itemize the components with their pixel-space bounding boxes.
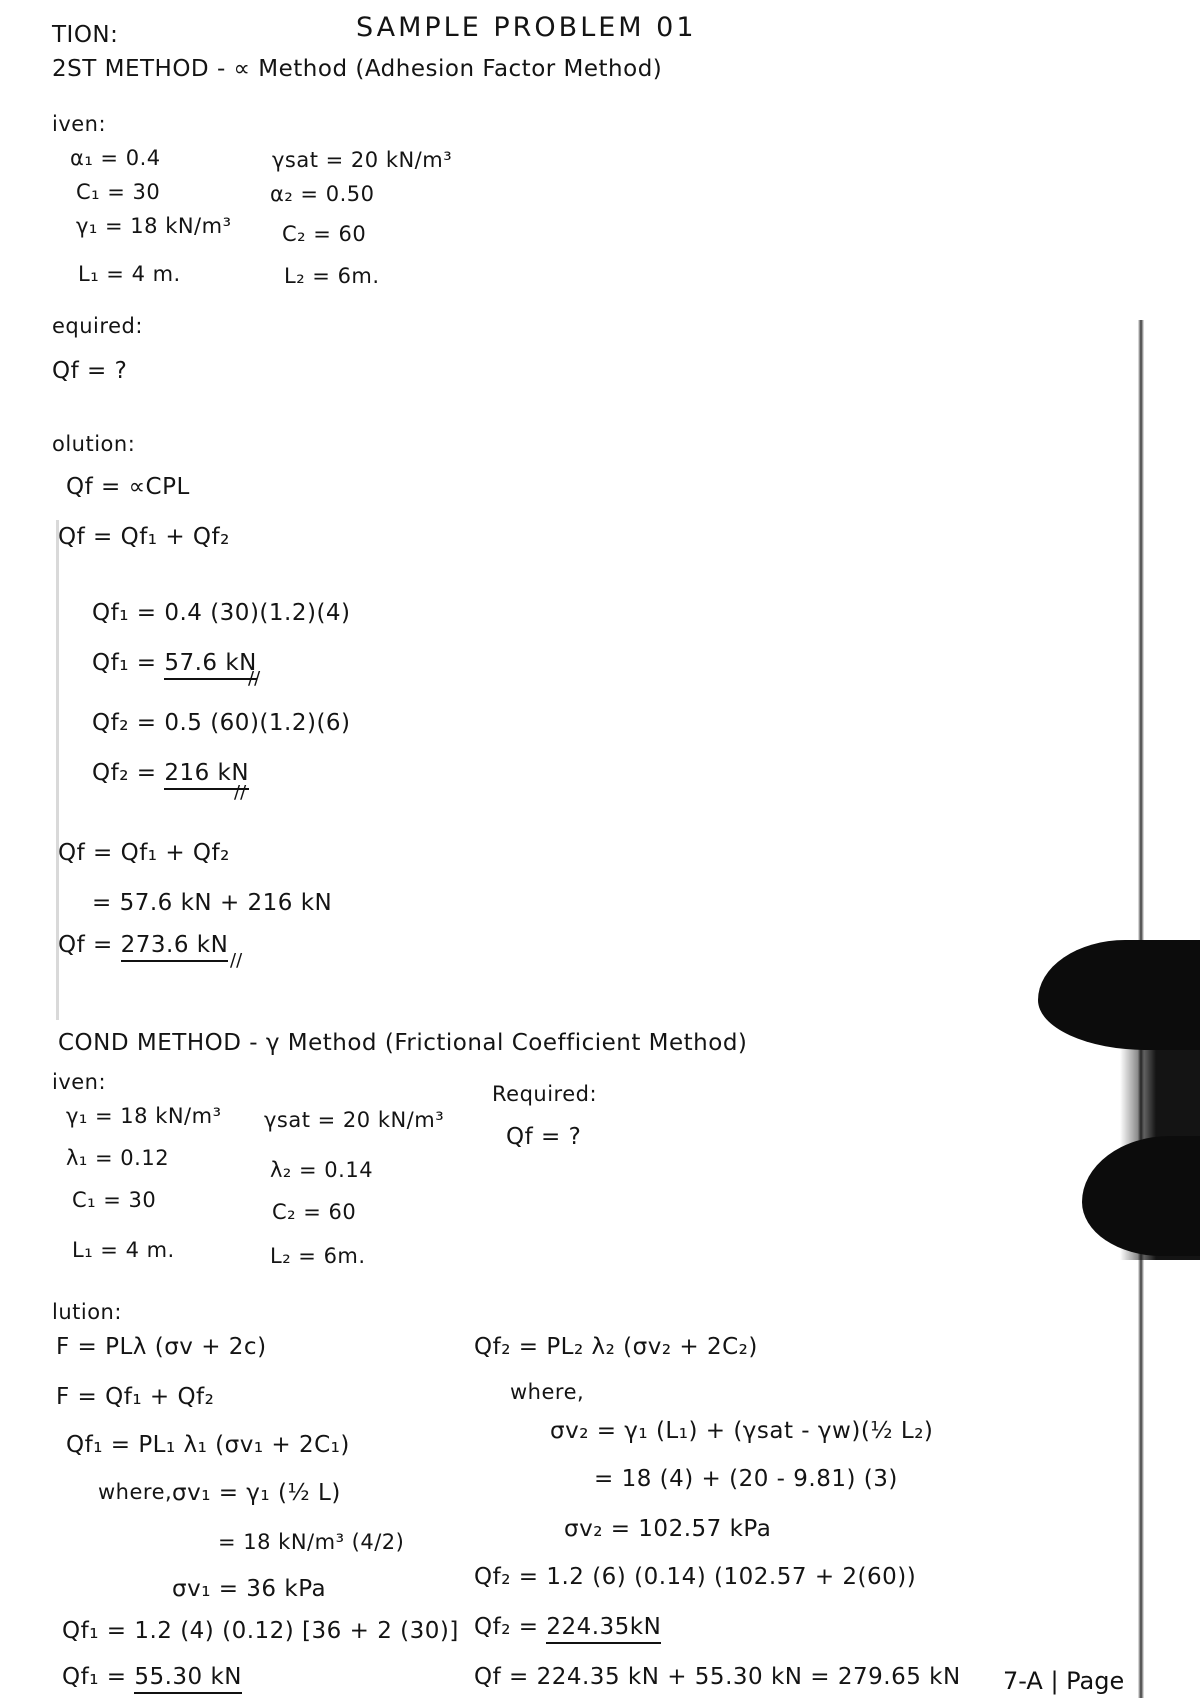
second-qf1-result-row xyxy=(62,1664,242,1690)
second-formula-1: F = PLλ (σv + 2c) xyxy=(56,1334,267,1360)
second-method-heading: COND METHOD - γ Method (Frictional Coefficient Method) xyxy=(58,1030,748,1056)
second-qf2-result-label: Qf₂ = xyxy=(474,1614,547,1640)
first-formula-2: Qf = Qf₁ + Qf₂ xyxy=(58,524,230,550)
first-qf2-result-row xyxy=(92,760,249,786)
first-qf1-result-label: Qf₁ = xyxy=(92,650,165,676)
first-qf1-check-mark: // xyxy=(248,668,261,689)
second-total: Qf = 224.35 kN + 55.30 kN = 279.65 kN xyxy=(474,1664,961,1690)
second-qf1-sub: Qf₁ = 1.2 (4) (0.12) [36 + 2 (30)] xyxy=(62,1618,459,1644)
second-sv1-sub: = 18 kN/m³ (4/2) xyxy=(218,1530,405,1554)
page-title: SAMPLE PROBLEM 01 xyxy=(356,12,697,43)
first-final-result: 273.6 kN xyxy=(121,932,229,962)
second-required-expr: Qf = ? xyxy=(506,1124,582,1150)
first-qf1-expr: Qf₁ = 0.4 (30)(1.2)(4) xyxy=(92,600,351,626)
first-formula-1: Qf = ∝CPL xyxy=(66,474,190,500)
first-sum-expr: Qf = Qf₁ + Qf₂ xyxy=(58,840,230,866)
second-given-left-3: C₁ = 30 xyxy=(72,1188,157,1212)
second-qf1-result: 55.30 kN xyxy=(134,1664,242,1694)
second-sv1-result: σv₁ = 36 kPa xyxy=(172,1576,327,1602)
second-given-right-3: C₂ = 60 xyxy=(272,1200,357,1224)
first-given-right-3: C₂ = 60 xyxy=(282,222,367,246)
second-left-where-label: where, xyxy=(98,1480,173,1504)
second-required-label: Required: xyxy=(492,1082,598,1106)
second-qf1-formula: Qf₁ = PL₁ λ₁ (σv₁ + 2C₁) xyxy=(66,1432,350,1458)
first-qf1-result: 57.6 kN xyxy=(164,650,257,680)
second-solution-label: lution: xyxy=(52,1300,122,1324)
first-final-label: Qf = xyxy=(58,932,121,958)
first-required-label: equired: xyxy=(52,314,143,338)
second-sv2-formula: σv₂ = γ₁ (L₁) + (γsat - γw)(½ L₂) xyxy=(550,1418,934,1444)
second-qf2-sub: Qf₂ = 1.2 (6) (0.14) (102.57 + 2(60)) xyxy=(474,1564,917,1590)
first-sum-values: = 57.6 kN + 216 kN xyxy=(92,890,333,916)
first-required-expr: Qf = ? xyxy=(52,358,128,384)
first-method-heading: 2ST METHOD - ∝ Method (Adhesion Factor Method) xyxy=(52,56,663,82)
second-given-right-1: γsat = 20 kN/m³ xyxy=(264,1108,445,1132)
scan-ink-blot-lower xyxy=(1082,1136,1200,1256)
second-given-left-2: λ₁ = 0.12 xyxy=(66,1146,170,1170)
page-number-label: 7-A | Page xyxy=(1003,1667,1125,1695)
first-given-left-2: C₁ = 30 xyxy=(76,180,161,204)
second-sv2-result: σv₂ = 102.57 kPa xyxy=(564,1516,772,1542)
second-qf2-result: 224.35kN xyxy=(546,1614,661,1644)
second-formula-2: F = Qf₁ + Qf₂ xyxy=(56,1384,215,1410)
second-qf2-formula: Qf₂ = PL₂ λ₂ (σv₂ + 2C₂) xyxy=(474,1334,758,1360)
first-given-left-1: α₁ = 0.4 xyxy=(70,146,161,170)
second-qf1-result-label: Qf₁ = xyxy=(62,1664,135,1690)
first-final-row xyxy=(58,932,228,958)
second-given-right-4: L₂ = 6m. xyxy=(270,1244,366,1268)
first-qf2-result-label: Qf₂ = xyxy=(92,760,165,786)
first-solution-label: olution: xyxy=(52,432,136,456)
first-qf2-expr: Qf₂ = 0.5 (60)(1.2)(6) xyxy=(92,710,351,736)
second-sv2-sub: = 18 (4) + (20 - 9.81) (3) xyxy=(594,1466,898,1492)
second-right-where-label: where, xyxy=(510,1380,585,1404)
first-qf2-result: 216 kN xyxy=(164,760,249,790)
first-given-left-4: L₁ = 4 m. xyxy=(78,262,181,286)
second-given-label: iven: xyxy=(52,1070,107,1094)
section-label: TION: xyxy=(52,22,119,48)
first-final-check-mark: // xyxy=(230,950,243,971)
second-given-right-2: λ₂ = 0.14 xyxy=(270,1158,374,1182)
first-given-left-3: γ₁ = 18 kN/m³ xyxy=(76,214,232,238)
second-given-left-1: γ₁ = 18 kN/m³ xyxy=(66,1104,222,1128)
first-qf2-check-mark: // xyxy=(234,782,247,803)
first-given-label: iven: xyxy=(52,112,107,136)
scan-ink-blot-upper xyxy=(1038,940,1200,1050)
second-qf2-result-row xyxy=(474,1614,661,1640)
second-sv1-formula: σv₁ = γ₁ (½ L) xyxy=(172,1480,341,1506)
first-given-right-1: γsat = 20 kN/m³ xyxy=(272,148,453,172)
second-given-left-4: L₁ = 4 m. xyxy=(72,1238,175,1262)
first-given-right-4: L₂ = 6m. xyxy=(284,264,380,288)
first-given-right-2: α₂ = 0.50 xyxy=(270,182,375,206)
first-qf1-result-row xyxy=(92,650,257,676)
